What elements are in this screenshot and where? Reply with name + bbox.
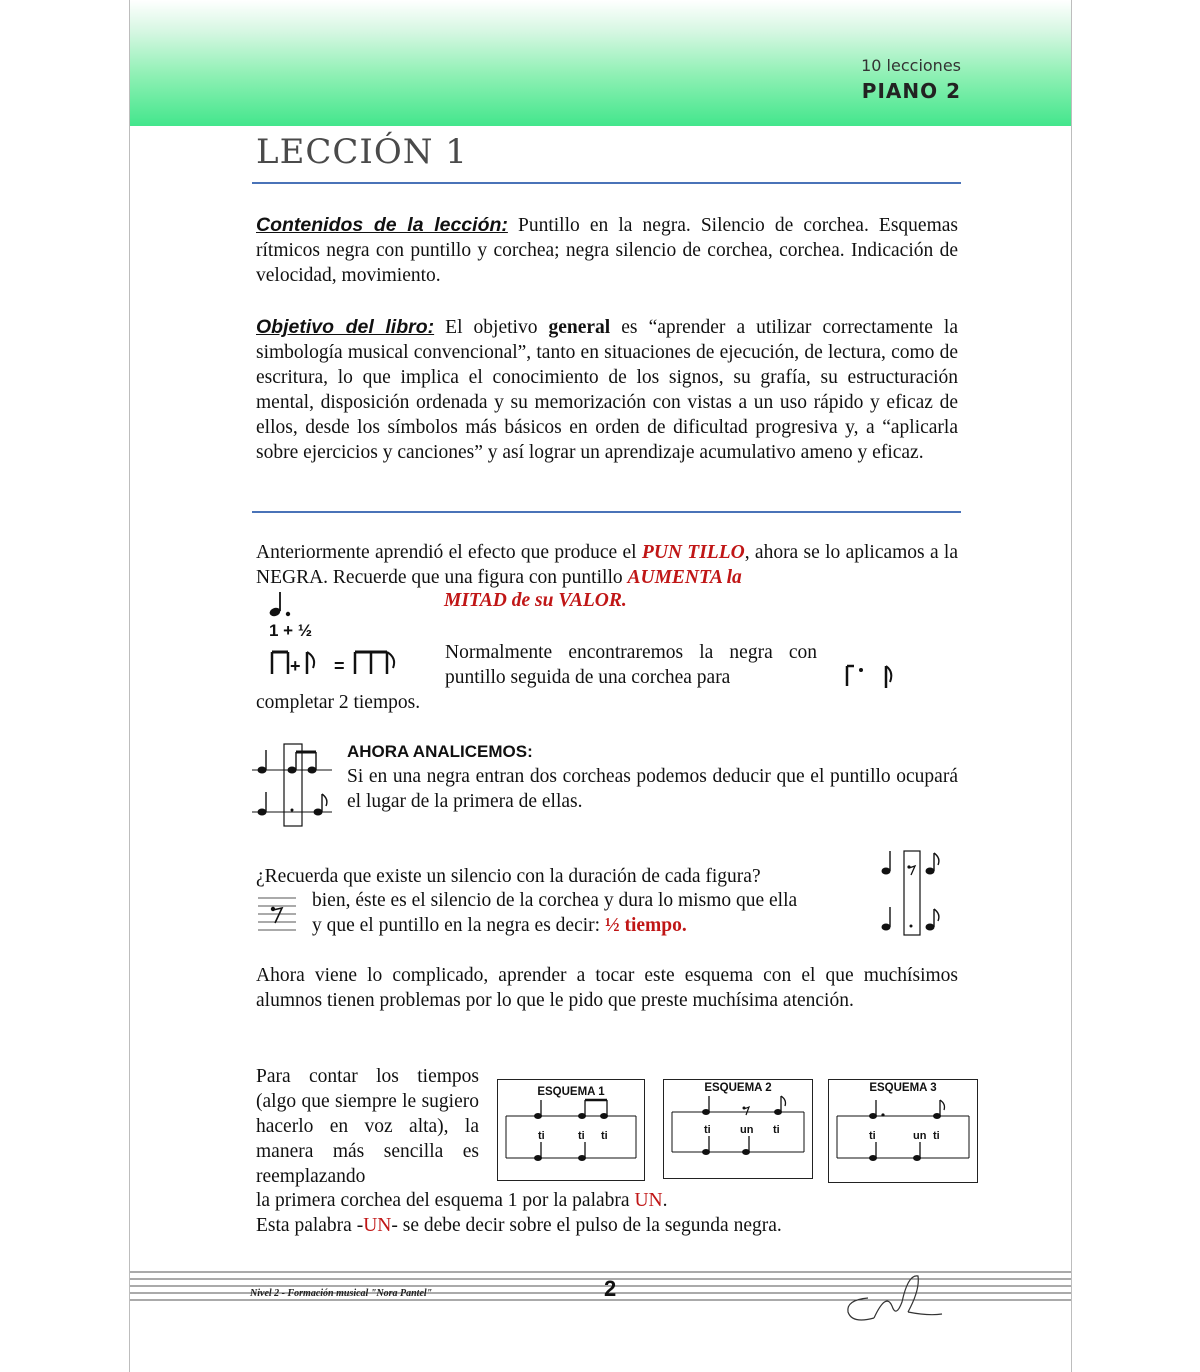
footer-text: Nivel 2 - Formación musical "Nora Pantel" <box>250 1288 433 1299</box>
un-red-1: UN <box>634 1190 663 1211</box>
series-label: 10 lecciones <box>861 56 961 75</box>
contar-line2-end: . <box>662 1190 668 1211</box>
lesson-title: LECCIÓN 1 <box>256 132 468 172</box>
complicado-paragraph: Ahora viene lo complicado, aprender a tocar este esquema con el que muchísimos alumnos tienen problemas por lo que le pido que preste muchísima atención. <box>256 965 958 1011</box>
equals-sign: = <box>334 656 345 676</box>
esquema-3-syllable: ti <box>933 1130 940 1142</box>
esquema-3-box <box>828 1079 978 1183</box>
esquema-1-syllable: ti <box>578 1130 585 1142</box>
esquema-2-notation <box>664 1080 812 1178</box>
section-rule <box>252 511 961 513</box>
signature-icon <box>838 1268 948 1328</box>
esquema-1-title: ESQUEMA 1 <box>537 1086 605 1098</box>
completar-text: completar 2 tiempos. <box>256 692 421 713</box>
puntillo-pre: Anteriormente aprendió el efecto que produce el <box>256 542 642 563</box>
esquema-1-syllable: ti <box>538 1130 545 1142</box>
un-red-2: UN <box>363 1215 392 1236</box>
dotted-quarter-eighth-icon <box>844 660 894 694</box>
page-number: 2 <box>604 1276 617 1301</box>
esquema-3-syllable: un <box>913 1130 927 1142</box>
puntillo-paragraph <box>256 540 958 590</box>
contar-line3-text: Esta palabra - <box>256 1215 364 1236</box>
esquema-3-notation <box>829 1080 977 1182</box>
esquema-3-syllable: ti <box>869 1130 876 1142</box>
eighth-notes-equation-icon <box>268 644 418 680</box>
objetivo-label: Objetivo del libro: <box>256 316 435 338</box>
puntillo-mid: , ahora se lo aplicamos a la NEGRA. Recuerde que una figura con puntillo <box>256 542 959 588</box>
objetivo-post: es “aprender a utilizar correctamente la simbología musical convencional”, tanto en situaciones de ejecución, de lectura, como de escritura, lo que implica el conocimiento de los signos, su grafía, su estructuración mental, disposición ordenada y su memorización con vistas a un uso rápido y eficaz de ellos, desde los símbolos más básicos en orden de dificultad progresiva y, a “aplicarla sobre ejercicios y canciones” y así lograr un aprendizaje acumulativo ameno y eficaz. <box>256 317 958 463</box>
esquema-2-title: ESQUEMA 2 <box>704 1082 772 1094</box>
esquema-2-syllable: un <box>740 1124 754 1136</box>
dotted-quarter-icon <box>266 590 296 620</box>
puntillo-red: PUN TILLO <box>641 542 745 563</box>
rest-analysis-diagram <box>878 845 944 940</box>
analysis-diagram <box>250 740 334 830</box>
silencio-line3: y que el puntillo en la negra es decir: <box>312 915 605 936</box>
medio-tiempo-red: ½ tiempo. <box>604 915 687 936</box>
analicemos-title: AHORA ANALICEMOS: <box>347 742 533 761</box>
contar-line3 <box>256 1213 958 1238</box>
header-band <box>130 0 1071 126</box>
contar-line2 <box>256 1188 958 1213</box>
silencio-line3-wrap <box>312 913 958 938</box>
contenidos-text: Puntillo en la negra. Silencio de corchea. Esquemas rítmicos negra con puntillo y corchea; negra silencio de corchea, corchea. Indicación de velocidad, movimiento. <box>256 215 958 286</box>
plus-sign: + <box>290 656 301 676</box>
esquema-2-box <box>663 1079 813 1179</box>
normal-paragraph: Normalmente encontraremos la negra con puntillo seguida de una corchea para <box>445 642 817 688</box>
silencio-line2: bien, éste es el silencio de la corchea y dura lo mismo que ella <box>312 890 798 911</box>
mitad-red: MITAD de su VALOR. <box>444 590 627 611</box>
esquema-2-syllable: ti <box>704 1124 711 1136</box>
objetivo-pre: El objetivo <box>434 317 549 338</box>
contar-line2-text: la primera corchea del esquema 1 por la palabra <box>256 1190 635 1211</box>
contar-paragraph: Para contar los tiempos (algo que siempre le sugiero hacerlo en voz alta), la manera más sencilla es reemplazando <box>256 1066 479 1187</box>
formula-label: 1 + ½ <box>269 621 313 640</box>
eighth-rest-staff-icon <box>256 892 298 938</box>
esquema-1-notation <box>498 1080 644 1180</box>
analicemos-text: Si en una negra entran dos corcheas podemos deducir que el puntillo ocupará el lugar de la primera de ellas. <box>347 766 958 812</box>
esquema-2-syllable: ti <box>773 1124 780 1136</box>
aumenta-red: AUMENTA la <box>627 567 742 588</box>
esquema-3-title: ESQUEMA 3 <box>869 1082 937 1094</box>
objetivo-paragraph <box>256 315 958 465</box>
esquema-1-syllable: ti <box>601 1130 608 1142</box>
objetivo-bold: general <box>548 317 611 338</box>
esquema-1-box <box>497 1079 645 1181</box>
contar-line3-end: - se debe decir sobre el pulso de la segunda negra. <box>391 1215 782 1236</box>
title-rule <box>252 182 961 184</box>
book-title: PIANO 2 <box>861 79 961 103</box>
contenidos-paragraph <box>256 213 958 288</box>
document-page <box>129 0 1072 1372</box>
silencio-line1: ¿Recuerda que existe un silencio con la duración de cada figura? <box>256 866 761 887</box>
contenidos-label: Contenidos de la lección: <box>256 214 508 236</box>
